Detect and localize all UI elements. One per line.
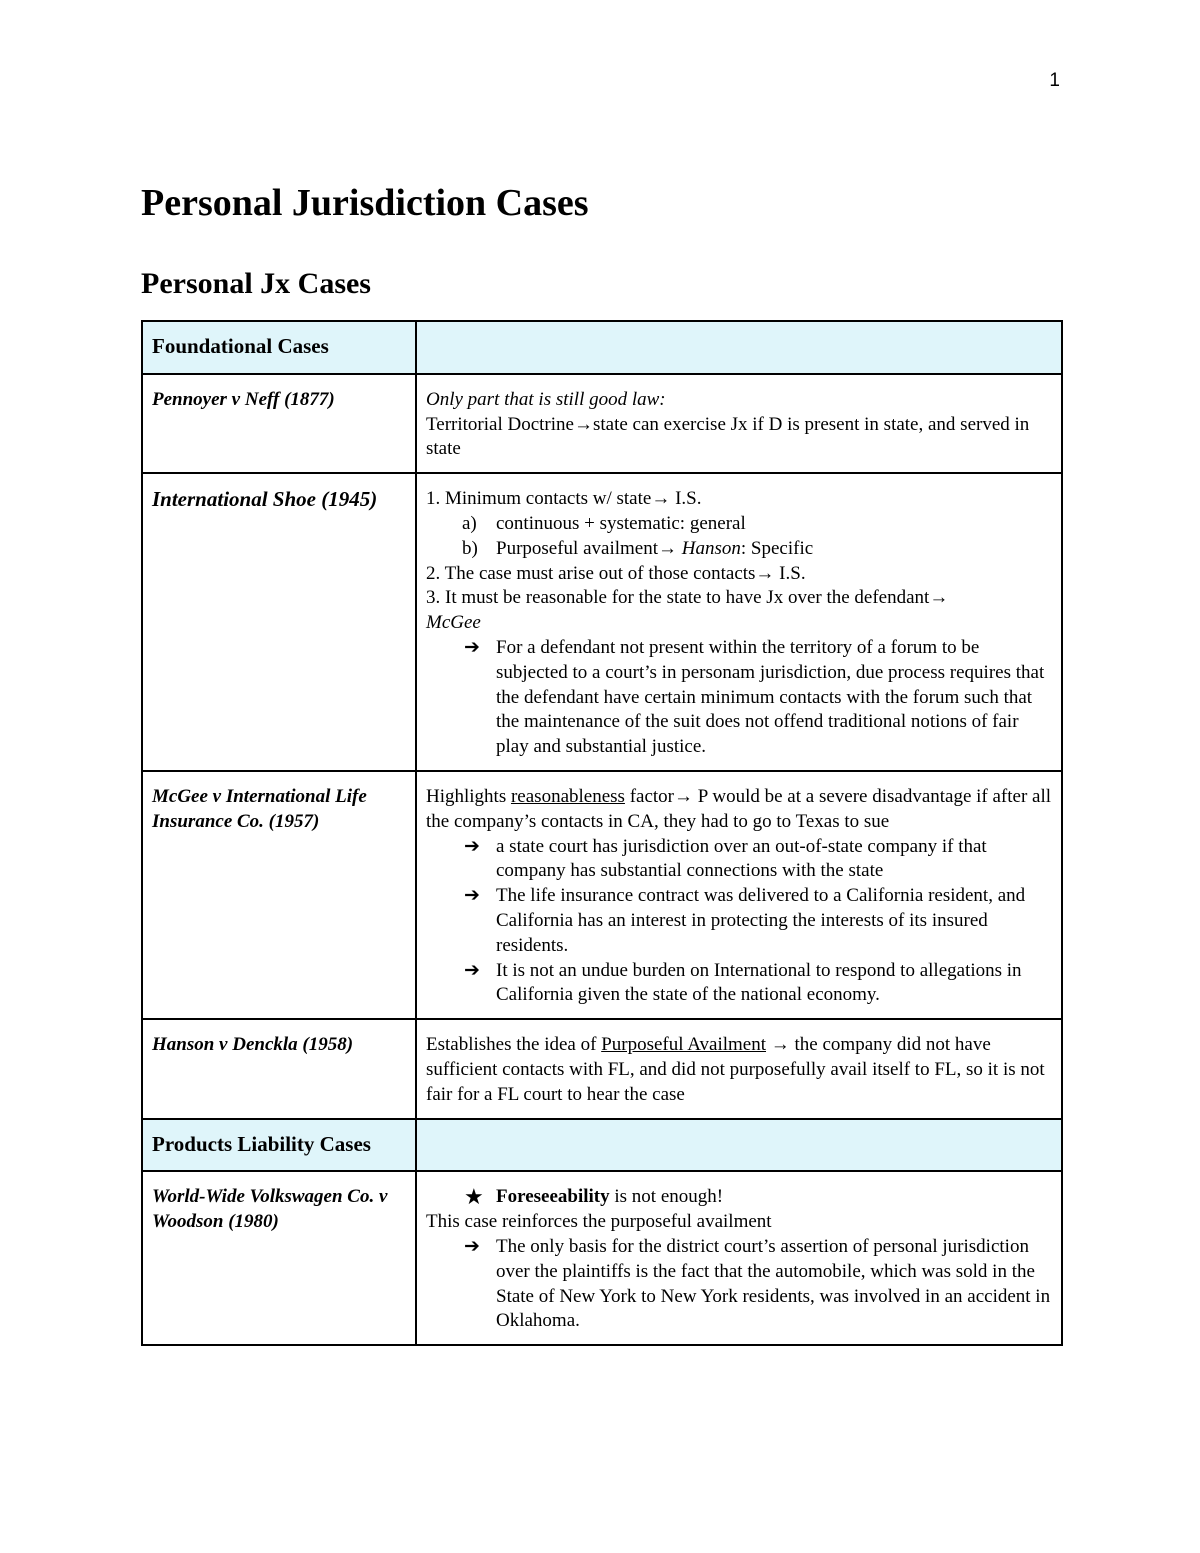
list-item	[426, 884, 1052, 958]
case-name-pennoyer: Pennoyer v Neff (1877)	[152, 388, 335, 410]
mcgee-intro-pre: Highlights	[426, 785, 511, 807]
arrow-bullet-icon: ➔	[464, 959, 480, 981]
worldwide-star-post: is not enough!	[609, 1186, 724, 1208]
list-item	[426, 1185, 1052, 1210]
case-name-cell	[142, 1019, 416, 1118]
intl-shoe-point-1: 1. Minimum contacts w/ state→ I.S.	[426, 488, 702, 510]
hanson-post: → the company did not have sufficient contacts with FL, and did not purposefully avail itself to FL, so it is not fair for a FL court to hear the case	[426, 1034, 1045, 1105]
sub-b-pre: Purposeful availment→	[496, 537, 682, 559]
case-name-cell	[142, 771, 416, 1019]
table-row	[142, 1171, 1062, 1345]
arrow-bullet-icon: ➔	[464, 835, 480, 857]
intl-shoe-holding: For a defendant not present within the territory of a forum to be subjected to a court’s in personam jurisdiction, due process requires that the defendant have certain minimum contacts with the forum such that the maintenance of the suit does not offend traditional notions of fair play and substantial justice.	[496, 636, 1045, 758]
document-title: Personal Jurisdiction Cases	[141, 182, 589, 224]
intl-shoe-sub-a	[426, 512, 1052, 537]
case-name-mcgee: McGee v International Life Insurance Co. (1957)	[152, 785, 367, 832]
pennoyer-intro: Only part that is still good law:	[426, 388, 666, 410]
table-row	[142, 1019, 1062, 1118]
mcgee-bullet-2: The life insurance contract was delivered to a California resident, and California has an interest in protecting the interests of its insured residents.	[496, 885, 1026, 956]
hanson-underlined: Purposeful Availment	[601, 1034, 767, 1056]
foundational-cases-header: Foundational Cases	[152, 334, 329, 358]
header-cell	[142, 1119, 416, 1172]
mcgee-intro-underlined: reasonableness	[510, 785, 625, 807]
hanson-pre: Establishes the idea of	[426, 1034, 602, 1056]
star-bullet-icon: ★	[464, 1184, 484, 1210]
case-name-international-shoe: International Shoe (1945)	[152, 487, 378, 512]
case-name-hanson: Hanson v Denckla (1958)	[152, 1034, 354, 1056]
products-liability-header: Products Liability Cases	[152, 1131, 371, 1156]
section-heading: Personal Jx Cases	[141, 267, 371, 300]
mcgee-intro	[426, 785, 1052, 835]
mcgee-bullet-1: a state court has jurisdiction over an out-of-state company if that company has substantial connections with the state	[496, 835, 987, 882]
case-notes-cell	[416, 1171, 1062, 1345]
list-label: b)	[462, 537, 478, 559]
header-cell-empty	[416, 321, 1062, 374]
case-notes-cell	[416, 1019, 1062, 1118]
worldwide-line-2: This case reinforces the purposeful availment	[426, 1211, 772, 1233]
case-name-cell	[142, 374, 416, 473]
intl-shoe-point-2: 2. The case must arise out of those contacts→ I.S.	[426, 562, 806, 584]
intl-shoe-sub-b	[426, 537, 1052, 562]
cases-table	[141, 320, 1063, 1346]
table-row	[142, 374, 1062, 473]
worldwide-star-text	[496, 1185, 723, 1210]
pennoyer-text: Territorial Doctrine→state can exercise Jx if D is present in state, and served in state	[426, 413, 1030, 460]
list-item	[426, 959, 1052, 1009]
intl-shoe-point-3-case: McGee	[426, 612, 481, 634]
table-row	[142, 771, 1062, 1019]
header-cell-empty	[416, 1119, 1062, 1172]
hanson-text	[426, 1033, 1052, 1107]
arrow-bullet-icon: ➔	[464, 885, 480, 907]
sub-b-case: Hanson	[681, 537, 741, 559]
arrow-bullet-icon: ➔	[464, 1235, 480, 1257]
case-name-cell	[142, 473, 416, 771]
page-number: 1	[1049, 70, 1060, 91]
table-row	[142, 473, 1062, 771]
case-notes-cell	[416, 374, 1062, 473]
worldwide-bullet: The only basis for the district court’s assertion of personal jurisdiction over the plaintiffs is the fact that the automobile, which was sold in the State of New York to New York residents, was involved in an accident in Oklahoma.	[496, 1235, 1051, 1332]
list-text	[496, 537, 813, 562]
worldwide-star-bold: Foreseeability	[496, 1186, 610, 1208]
list-item	[426, 835, 1052, 885]
case-name-cell	[142, 1171, 416, 1345]
list-text: continuous + systematic: general	[496, 512, 746, 534]
mcgee-intro-post: factor→ P would be at a severe disadvantage if after all the company’s contacts in CA, they had to go to Texas to sue	[426, 785, 1052, 832]
products-liability-header-row	[142, 1119, 1062, 1172]
case-notes-cell	[416, 771, 1062, 1019]
header-cell	[142, 321, 416, 374]
list-item	[426, 1235, 1052, 1334]
intl-shoe-point-3: 3. It must be reasonable for the state to have Jx over the defendant→	[426, 587, 949, 609]
case-notes-cell	[416, 473, 1062, 771]
list-label: a)	[462, 512, 477, 534]
list-item	[426, 636, 1052, 760]
case-name-world-wide: World-Wide Volkswagen Co. v Woodson (1980)	[152, 1186, 388, 1233]
foundational-cases-header-row	[142, 321, 1062, 374]
sub-b-post: : Specific	[740, 537, 814, 559]
mcgee-bullet-3: It is not an undue burden on International to respond to allegations in California given the state of the national economy.	[496, 959, 1022, 1006]
arrow-bullet-icon: ➔	[464, 636, 480, 658]
